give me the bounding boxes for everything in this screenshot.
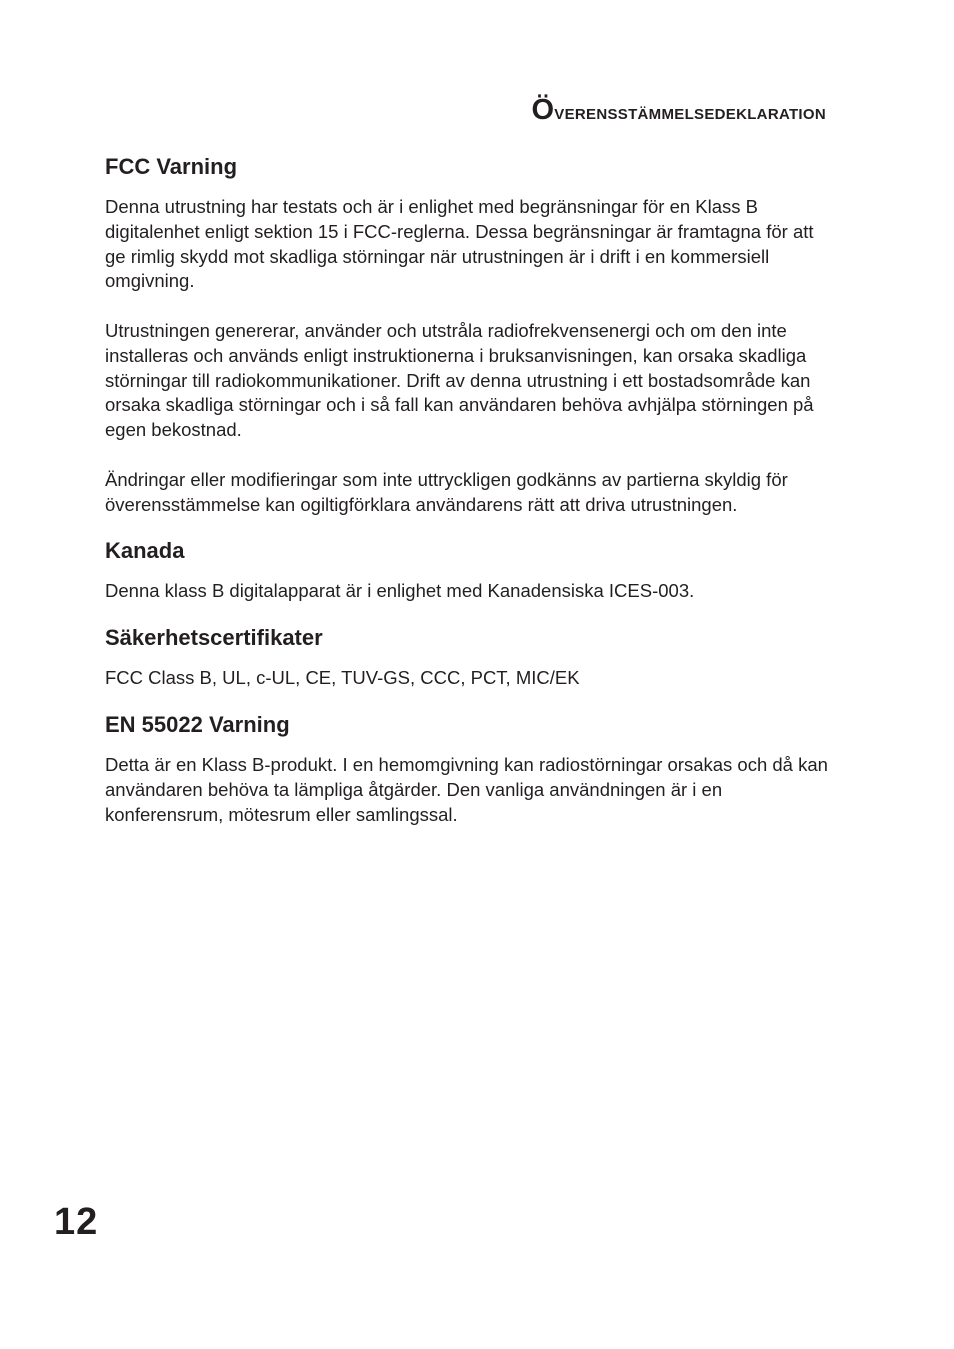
page-title-rest: verensstämmelsedeklaration [554,99,826,124]
section-heading: Säkerhetscertifikater [105,625,323,651]
paragraph: Detta är en Klass B-produkt. I en hemomgivning kan radiostörningar orsakas och då kan användaren behöva ta lämpliga åtgärder. Den vanliga användningen är i en konferensrum, mötesrum eller samlingssal. [105,753,828,825]
section-fcc-warning [105,153,830,517]
page-number: 12 [54,1201,99,1243]
paragraph: Ändringar eller modifieringar som inte uttryckligen godkänns av partierna skyldig för överensstämmelse kan ogiltigförklara användarens rätt att driva utrustningen. [105,468,788,515]
paragraph: Denna klass B digitalapparat är i enlighet med Kanadensiska ICES-003. [105,580,695,602]
paragraph: Utrustningen genererar, använder och utstråla radiofrekvensenergi och om den inte installeras och används enligt instruktionerna i bruksanvisningen, kan orsaka skadliga störningar till radiokommunikationer. Drift av denna utrustning i ett bostadsområde kan orsaka skadliga störningar och i så fall kan användaren behöva avhjälpa störningen på egen bekostnad. [105,319,814,441]
paragraph: Denna utrustning har testats och är i enlighet med begränsningar för en Klass B digitalenhet enligt sektion 15 i FCC-reglerna. Dessa begränsningar är framtagna för att ge rimlig skydd mot skadliga störningar när utrustningen är i drift i en kommersiell omgivning. [105,196,814,292]
paragraph: FCC Class B, UL, c-UL, CE, TUV-GS, CCC, PCT, MIC/EK [105,667,580,689]
page-title-initial: Ö [531,94,555,126]
section-heading: FCC Varning [105,154,238,179]
section-safety-certificates [105,624,830,691]
document-body [105,153,830,827]
page-title [531,96,826,125]
section-canada [105,537,830,604]
section-heading: Kanada [105,538,185,564]
section-en55022-warning [105,711,830,827]
section-heading: EN 55022 Varning [105,711,290,737]
